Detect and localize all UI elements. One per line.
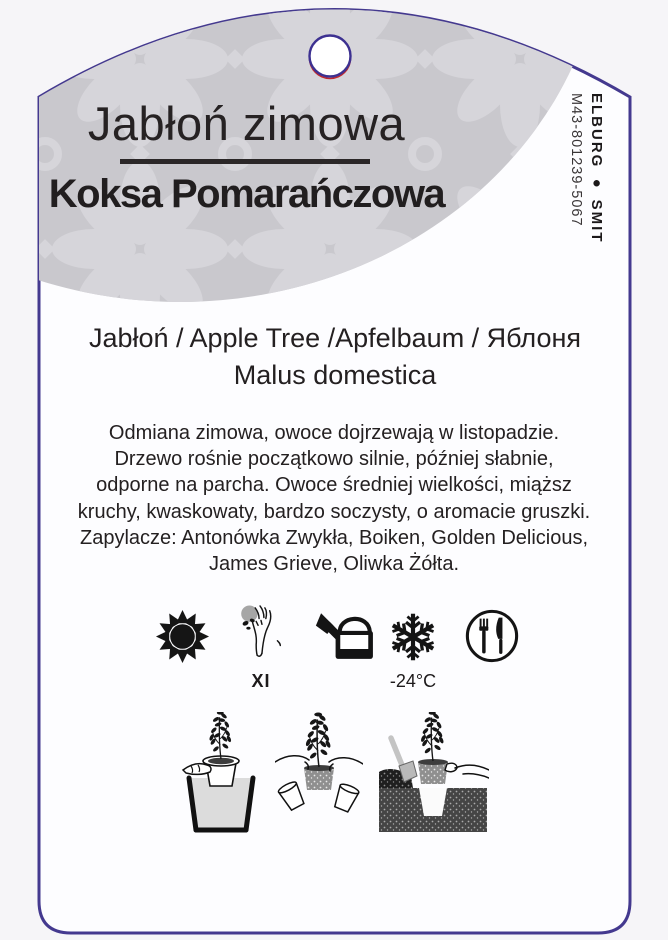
harvest-hand-icon	[233, 602, 289, 664]
care-cell-harvest	[229, 602, 293, 693]
description-line: Odmiana zimowa, owoce dojrzewają w listopadzie.	[108, 422, 560, 444]
description-line: odporne na parcha. Owoce średniej wielkości, miąższ	[96, 474, 572, 497]
names-block	[39, 320, 631, 394]
care-cell-sun	[150, 608, 214, 694]
latin-name: Malus domestica	[233, 360, 437, 390]
planting-step-remove-pot	[275, 712, 363, 834]
description-line: kruchy, kwaskowaty, bardzo soczysty, o aromacie gruszki.	[77, 500, 591, 523]
description-block	[44, 420, 624, 577]
harvest-month-label: XI	[251, 671, 271, 691]
snowflake-icon	[386, 610, 440, 664]
variety-title: Koksa Pomarańczowa	[48, 172, 445, 216]
description-line: Drzewo rośnie początkowo silnie, później słabnie,	[114, 448, 554, 471]
watering-can-icon	[315, 607, 379, 663]
cutlery-icon	[464, 608, 520, 664]
common-names: Jabłoń / Apple Tree /Apfelbaum / Яблоня	[88, 323, 582, 353]
title-divider	[120, 159, 370, 164]
sun-icon	[154, 608, 211, 665]
care-icon-row	[39, 600, 631, 698]
description-line: James Grieve, Oliwka Żółta.	[208, 553, 460, 576]
category-title: Jabłoń zimowa	[87, 97, 406, 150]
care-cell-watering	[314, 607, 380, 692]
care-cell-edible	[460, 608, 524, 693]
planting-step-soak	[181, 712, 261, 834]
planting-step-plant	[377, 712, 489, 834]
product-code-vertical-text: M43-801239-5067	[568, 93, 584, 227]
side-text-block	[566, 93, 607, 278]
planting-instructions	[39, 712, 631, 834]
frost-temperature-label: -24°C	[389, 671, 437, 691]
punch-hole	[310, 36, 351, 79]
description-line: Zapylacze: Antonówka Zwykła, Boiken, Golden Delicious,	[79, 526, 589, 549]
care-cell-frost	[382, 610, 444, 693]
brand-vertical-text: ELBURG ● SMIT	[588, 93, 605, 244]
